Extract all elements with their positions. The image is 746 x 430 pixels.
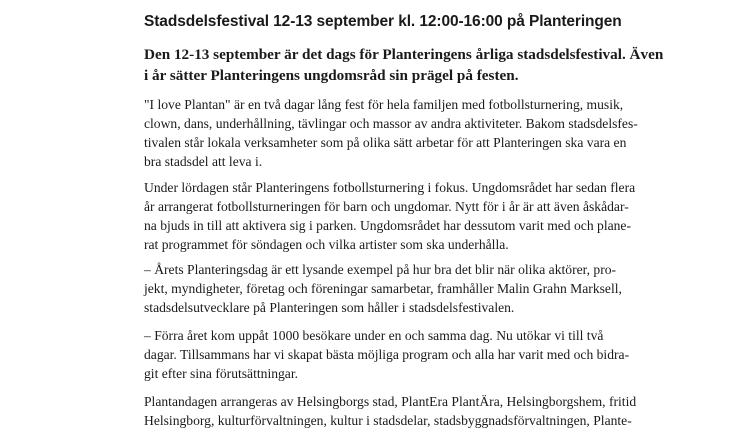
document-page [144, 0, 664, 428]
paragraph-line: Plantandagen arrangeras av Helsingborgs stad, PlantEra PlantÄra, Helsingborgshem, fritid [144, 394, 637, 409]
paragraph-line: – Årets Planteringsdag är ett lysande exempel på hur bra det blir när olika aktörer, pro- [144, 262, 617, 277]
paragraph-line: na bjuds in till att aktivera sig i parken. Ungdomsrådet har dessutom varit med och plane- [144, 218, 631, 233]
paragraph-line: git efter sina förutsättningar. [144, 366, 299, 381]
paragraph-line: "I love Plantan" är en två dagar lång fest för hela familjen med fotbollsturnering, musik, [144, 97, 624, 112]
paragraph-football [144, 178, 635, 254]
paragraph-organizers [144, 392, 636, 430]
paragraph-line: Under lördagen står Planteringens fotbollsturnering i fokus. Ungdomsrådet har sedan flera [144, 180, 636, 195]
paragraph-line: år arrangerat fotbollsturneringen för barn och ungdomar. Nytt för i år är att även åskådar- [144, 199, 629, 214]
paragraph-quote-2 [144, 326, 629, 383]
paragraph-line: tivalen står lokala verksamheter som på olika sätt arbetar för att Planteringen ska vara en [144, 135, 627, 150]
paragraph-line: jekt, myndigheter, företag och föreningar samarbetar, framhåller Malin Grahn Marksell, [144, 281, 622, 296]
lead-line: i år sätter Planteringens ungdomsråd sin prägel på festen. [144, 67, 519, 84]
paragraph-line: dagar. Tillsammans har vi skapat bästa möjliga program och alla har varit med och bidra- [144, 347, 630, 362]
paragraph-intro [144, 95, 638, 171]
paragraph-line: rat programmet för söndagen och vilka artister som ska underhålla. [144, 237, 509, 252]
article-headline: Stadsdelsfestival 12-13 september kl. 12:00-16:00 på Planteringen [144, 13, 622, 30]
paragraph-line: clown, dans, underhållning, tävlingar och massor av andra aktiviteter. Bakom stadsdelsfes- [144, 116, 638, 131]
paragraph-quote-1 [144, 260, 622, 317]
paragraph-line: bra stadsdel att leva i. [144, 154, 263, 169]
paragraph-line: – Förra året kom uppåt 1000 besökare under en och samma dag. Nu utökar vi till två [144, 328, 604, 343]
article-lead [144, 44, 664, 86]
paragraph-line: stadsdelsutvecklare på Planteringen som håller i stadsdelsfestivalen. [144, 300, 515, 315]
paragraph-line: Helsingborg, kulturförvaltningen, kultur i stadsdelar, stadsbyggnadsförvaltningen, Plante- [144, 413, 632, 428]
lead-line: Den 12-13 september är det dags för Planteringens årliga stadsdelsfestival. Även [144, 46, 664, 63]
